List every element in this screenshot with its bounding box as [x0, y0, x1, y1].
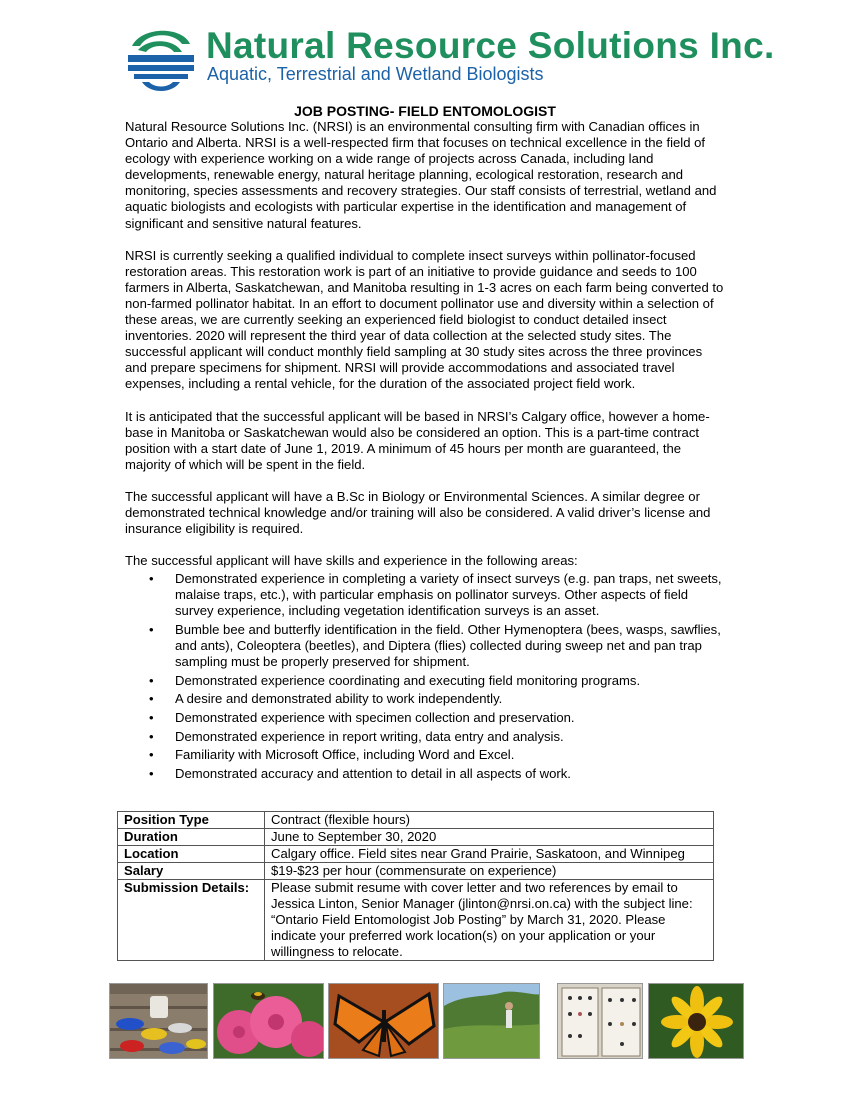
posting-body [125, 119, 725, 784]
list-item: • Demonstrated experience in report writing, data entry and analysis. [175, 729, 725, 745]
detail-label: Position Type [118, 812, 265, 829]
list-item: • Demonstrated experience in completing a variety of insect surveys (e.g. pan traps, net sweets, malaise traps, etc.), with particular emphasis on pollinator surveys. Other aspects of field survey experience, including vegetation identification surveys is an asset. [175, 571, 725, 619]
list-item: • Bumble bee and butterfly identification in the field. Other Hymenoptera (bees, wasps, sawflies, and ants), Coleoptera (beetles), and Diptera (flies) collected during sweep net and pan trap sampling must be properly preserved for shipment. [175, 622, 725, 670]
table-row [118, 829, 714, 846]
detail-value: $19-$23 per hour (commensurate on experience) [265, 863, 714, 880]
skills-list [125, 571, 725, 782]
monarch-butterfly-photo-icon [328, 983, 439, 1059]
details-table [117, 811, 714, 961]
table-row [118, 812, 714, 829]
company-name: Natural Resource Solutions Inc. [206, 25, 775, 66]
list-item: • Demonstrated experience coordinating and executing field monitoring programs. [175, 673, 725, 689]
detail-value: Please submit resume with cover letter and two references by email to Jessica Linton, Senior Manager (jlinton@nrsi.on.ca) with the subject line: “Ontario Field Entomologist Job Posting” by March 31, 2020. Please indicate your preferred work location(s) on your application or your willingness to relocate. [265, 880, 714, 961]
intro-paragraph: Natural Resource Solutions Inc. (NRSI) is an environmental consulting firm with Canadian offices in Ontario and Alberta. NRSI is a well-respected firm that focuses on technical excellence in the field of ecology with experience working on a wide range of projects across Canada, including land developments, renewable energy, natural heritage planning, ecological restoration, research and monitoring, species assessments and recovery strategies. Our staff consists of terrestrial, wetland and aquatic biologists and ecologists with particular expertise in the identification and management of significant and sensitive natural features. [125, 119, 717, 231]
table-row [118, 863, 714, 880]
list-item: • Demonstrated experience with specimen collection and preservation. [175, 710, 725, 726]
location-paragraph: It is anticipated that the successful applicant will be based in NRSI’s Calgary office, however a home-base in Manitoba or Saskatchewan would also be considered an option. This is a part-time contract position with a start date of June 1, 2019. A minimum of 45 hours per month are guaranteed, the majority of which will be spent in the field. [125, 408, 710, 472]
detail-label: Duration [118, 829, 265, 846]
posting-title: JOB POSTING- FIELD ENTOMOLOGIST [294, 103, 556, 119]
detail-label: Location [118, 846, 265, 863]
black-eyed-susan-photo-icon [648, 983, 744, 1059]
bee-on-rose-photo-icon [213, 983, 324, 1059]
skills-intro-paragraph: The successful applicant will have skills and experience in the following areas: [125, 553, 578, 569]
detail-value: Calgary office. Field sites near Grand Prairie, Saskatoon, and Winnipeg [265, 846, 714, 863]
table-row [118, 846, 714, 863]
list-item: • Demonstrated accuracy and attention to detail in all aspects of work. [175, 766, 725, 782]
list-item: • A desire and demonstrated ability to work independently. [175, 691, 725, 707]
role-paragraph: NRSI is currently seeking a qualified individual to complete insect surveys within pollinator-focused restoration areas. This restoration work is part of an initiative to provide guidance and seeds to 100 farmers in Alberta, Saskatchewan, and Manitoba resulting in 1-3 acres on each farm being converted to non-farmed pollinator habitat. In an effort to document pollinator use and diversity within a selection of these areas, we are currently seeking an experienced field biologist to conduct detailed insect inventories. 2020 will represent the third year of data collection at the selected study sites. The successful applicant will conduct monthly field sampling at 30 study sites across the three provinces and prepare specimens for shipment. NRSI will provide accommodations and associated travel expenses, including a rental vehicle, for the duration of the associated project field work. [125, 247, 724, 392]
pan-trap-photo-icon [109, 983, 208, 1059]
table-row [118, 880, 714, 961]
company-tagline: Aquatic, Terrestrial and Wetland Biologists [207, 64, 544, 84]
list-item: • Familiarity with Microsoft Office, including Word and Excel. [175, 747, 725, 763]
detail-label: Submission Details: [118, 880, 265, 961]
detail-value: Contract (flexible hours) [265, 812, 714, 829]
education-paragraph: The successful applicant will have a B.Sc in Biology or Environmental Sciences. A similar degree or demonstrated technical knowledge and/or training will also be considered. A valid driver’s license and insurance eligibility is required. [125, 488, 711, 537]
nrsi-logo-icon [124, 24, 198, 98]
detail-label: Salary [118, 863, 265, 880]
detail-value: June to September 30, 2020 [265, 829, 714, 846]
photo-strip [109, 983, 744, 1059]
specimen-box-photo-icon [557, 983, 643, 1059]
field-survey-photo-icon [443, 983, 540, 1059]
